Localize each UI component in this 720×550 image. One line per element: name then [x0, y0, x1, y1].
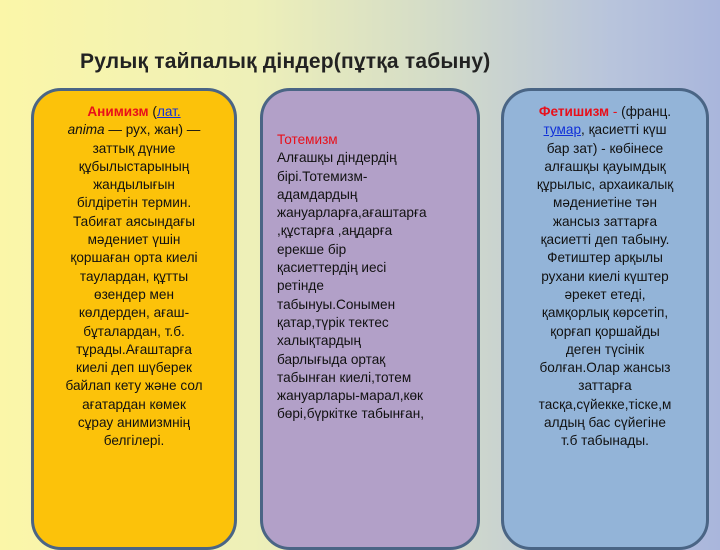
animism-first-line	[44, 103, 224, 121]
text-line: белгілері.	[103, 433, 165, 449]
anima-word: anima	[67, 122, 105, 138]
text-line: табынған киелі,тотем	[277, 369, 412, 385]
text-line: мәдениет үшін	[87, 232, 181, 248]
text-line: қоршаған орта киелі	[70, 250, 198, 266]
dash: -	[609, 104, 622, 119]
fetishism-line2: , қасиетті күш	[581, 122, 667, 138]
fetishism-card	[501, 88, 709, 550]
text-line: құбылыстарының	[78, 158, 190, 174]
text-line: тасқа,сүйекке,тіске,м	[538, 396, 672, 412]
totemism-body	[277, 149, 463, 423]
text-line: алғашқы қауымдық	[544, 158, 666, 174]
text-line: заттық дүние	[92, 140, 176, 156]
fetishism-heading: Фетишизм	[538, 104, 610, 119]
latin-link[interactable]: лат.	[156, 104, 181, 119]
text-line: бұталардан, т.б.	[83, 323, 185, 339]
text-line: қамқорлық көрсетіп,	[541, 305, 669, 321]
text-line: жансыз заттарға	[552, 213, 658, 229]
slide-title: Рулық тайпалық діндер(пұтқа табыну)	[80, 50, 491, 73]
text-line: қасиетті деп табыну.	[540, 232, 670, 248]
animism-card	[31, 88, 237, 550]
text-line: әрекет етеді,	[564, 286, 646, 302]
animism-body	[44, 140, 224, 451]
text-line: бөрі,бүркітке табынған,	[277, 406, 424, 422]
text-line: білдіретін термин.	[76, 195, 192, 211]
text-line: халықтардың	[277, 333, 361, 349]
text-line: өзендер мен	[94, 286, 174, 302]
animism-heading: Анимизм	[87, 104, 149, 119]
text-line: көлдерден, ағаш-	[78, 305, 190, 321]
text-line: барлығыда ортақ	[277, 351, 386, 367]
text-line: бірі.Тотемизм-	[277, 168, 368, 184]
animism-line2: — рух, жан) —	[104, 122, 201, 138]
totemism-card	[260, 88, 480, 550]
text-line: заттарға	[578, 378, 632, 394]
text-line: т.б табынады.	[561, 433, 649, 449]
text-line: киелі деп шүберек	[76, 360, 192, 376]
text-line: қасиеттердің иесі	[277, 260, 387, 276]
text-line: адамдардың	[277, 186, 358, 202]
text-line: қатар,түрік тектес	[277, 314, 389, 330]
text-line: таулардан, құтты	[79, 268, 189, 284]
text-line: ретінде	[277, 278, 324, 294]
text-line: жануарларға,ағаштарға	[277, 205, 427, 221]
text-line: ерекше бір	[277, 241, 347, 257]
text-line: мәдениетіне тән	[553, 195, 657, 211]
paren: (	[148, 104, 157, 119]
text-line: құрылыс, архаикалық	[536, 177, 674, 193]
text-line: жандылығын	[93, 177, 175, 193]
text-line: Табиғат аясындағы	[72, 213, 196, 229]
fetishism-line1: (франц.	[621, 104, 672, 119]
text-line: бар зат) - көбінесе	[546, 140, 664, 156]
text-line: жануарлары-марал,көк	[277, 388, 423, 404]
text-line: ағатардан көмек	[82, 396, 186, 412]
fetishism-first-line	[512, 103, 698, 121]
text-line: байлап кету және сол	[65, 378, 203, 394]
text-line: Алғашқы діндердің	[277, 150, 397, 166]
text-line: ,құстарға ,аңдарға	[277, 223, 393, 239]
animism-second-line	[44, 121, 224, 139]
tumar-link[interactable]: тумар	[543, 122, 582, 138]
fetishism-body	[512, 140, 698, 451]
text-line: табынуы.Сонымен	[277, 296, 396, 312]
totemism-heading: Тотемизм	[277, 132, 338, 147]
text-line: болған.Олар жансыз	[539, 360, 671, 376]
text-line: Фетиштер арқылы	[547, 250, 663, 266]
text-line: қорғап қоршайды	[550, 323, 660, 339]
text-line: сұрау анимизмнің	[77, 415, 191, 431]
text-line: алдың бас сүйегіне	[544, 415, 666, 431]
text-line: рухани киелі күштер	[541, 268, 669, 284]
text-line: тұрады.Ағаштарға	[76, 341, 192, 357]
fetishism-second-line	[512, 121, 698, 139]
text-line: деген түсінік	[565, 341, 645, 357]
